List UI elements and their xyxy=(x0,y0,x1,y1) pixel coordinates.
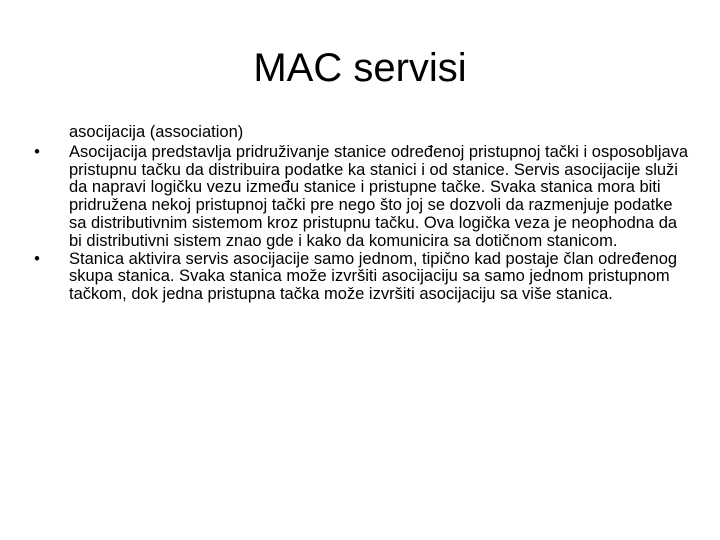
bullet-text: Stanica aktivira servis asocijacije samo jednom, tipično kad postaje član određenog skupa stanica. Svaka stanica može izvršiti asocijaciju sa samo jednom pristupnom tačkom, dok jedna pristupna tačka može izvršiti asocijaciju sa više stanica. xyxy=(69,249,678,304)
bullet-icon: • xyxy=(34,249,40,268)
slide-content xyxy=(30,124,690,304)
bullet-item xyxy=(30,251,690,304)
bullet-list xyxy=(30,144,690,304)
subheading: asocijacija (association) xyxy=(69,123,244,141)
bullet-item xyxy=(30,144,690,251)
slide-title: MAC servisi xyxy=(253,46,467,90)
bullet-icon: • xyxy=(34,142,40,161)
bullet-text: Asocijacija predstavlja pridruživanje stanice određenoj pristupnoj tački i osposobljava pristupnu tačku da distribuira podatke ka stanici i od stanice. Servis asocijacije služi da napravi logičku vezu između stanice i pristupne tačke. Svaka stanica mora biti pridružena nekoj pristupnoj tački pre nego što joj se dozvoli da razmenjuje podatke sa distributivnim sistemom kroz pristupnu tačku. Ova logička veza je neophodna da bi distributivni sistem znao gde i kako da komunicira sa dotičnom stanicom. xyxy=(69,142,689,250)
